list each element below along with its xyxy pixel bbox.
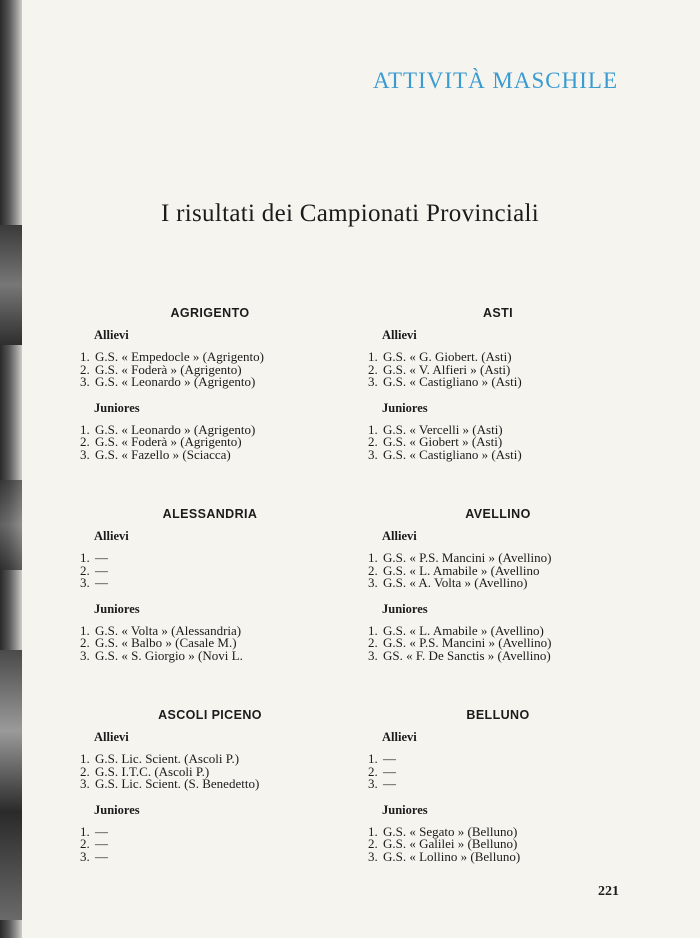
page-number: 221 (598, 884, 619, 899)
province-name: ASCOLI PICENO (158, 708, 262, 722)
province-name: AVELLINO (465, 507, 531, 521)
facing-page-edge (0, 0, 22, 938)
list-item: 2. G.S. « Balbo » (Casale M.) (80, 635, 237, 650)
results-list (80, 622, 340, 663)
list-item: 2. — (368, 763, 396, 779)
list-item: 2. — (80, 562, 108, 578)
category-label: Juniores (94, 601, 140, 616)
results-list (80, 753, 340, 791)
province-block-avellino (368, 507, 628, 662)
list-item: 2. G.S. « Giobert » (Asti) (368, 434, 503, 449)
list-item: 3. — (80, 575, 108, 590)
province-name: ALESSANDRIA (162, 507, 258, 521)
province-block-agrigento (80, 306, 340, 461)
province-block-asti (368, 306, 628, 461)
results-list (368, 753, 628, 791)
list-item: 3. G.S. « Fazello » (Sciacca) (80, 446, 231, 462)
list-item: 3. G.S. « Castigliano » (Asti) (368, 446, 522, 462)
results-list (80, 552, 340, 590)
list-item: 2. — (80, 836, 108, 851)
category-label: Juniores (382, 802, 428, 817)
page-title: I risultati dei Campionati Provinciali (160, 200, 539, 227)
facing-page-photo (0, 225, 22, 345)
list-item: 2. G.S. I.T.C. (Ascoli P.) (80, 763, 210, 779)
category-label: Allievi (94, 328, 129, 342)
list-item: 1. G.S. « Leonardo » (Agrigento) (80, 421, 256, 437)
list-item: 1. G.S. « L. Amabile » (Avellino) (368, 622, 544, 638)
facing-page-photo (0, 480, 22, 570)
province-block-ascoli-piceno (80, 708, 340, 863)
category-label: Juniores (94, 400, 140, 415)
results-list (368, 823, 628, 864)
results-list (80, 823, 340, 864)
list-item: 1. G.S. « Volta » (Alessandria) (80, 622, 242, 638)
list-item: 3. G.S. « Lollino » (Belluno) (368, 848, 521, 864)
list-item: 1. G.S. « Empedocle » (Agrigento) (80, 349, 264, 364)
list-item: 2. G.S. « L. Amabile » (Avellino (368, 562, 540, 578)
facing-page-photo (0, 650, 22, 920)
category-label: Juniores (382, 400, 428, 415)
list-item: 2. G.S. « Foderà » (Agrigento) (80, 361, 242, 377)
list-item: 3. — (80, 848, 108, 864)
category-label: Juniores (382, 601, 428, 616)
list-item: 1. — (80, 823, 108, 839)
province-name: ASTI (482, 306, 514, 320)
list-item: 3. G.S. « Leonardo » (Agrigento) (80, 374, 256, 389)
list-item: 2. G.S. « P.S. Mancini » (Avellino) (368, 635, 552, 650)
category-label: Juniores (94, 802, 140, 817)
list-item: 2. G.S. « Galilei » (Belluno) (368, 836, 518, 851)
results-list (368, 552, 628, 590)
results-list (80, 421, 340, 462)
list-item: 1. G.S. « G. Giobert. (Asti) (368, 349, 512, 364)
list-item: 1. G.S. « Vercelli » (Asti) (368, 421, 503, 437)
list-item: 1. — (368, 751, 396, 766)
list-item: 3. G.S. « S. Giorgio » (Novi L. (80, 647, 243, 663)
list-item: 3. GS. « F. De Sanctis » (Avellino) (368, 647, 551, 663)
category-label: Allievi (94, 529, 129, 543)
province-block-alessandria (80, 507, 340, 662)
province-block-belluno (368, 708, 628, 863)
section-title: ATTIVITÀ MASCHILE (372, 68, 618, 93)
list-item: 3. G.S. « Castigliano » (Asti) (368, 374, 522, 389)
category-label: Allievi (94, 730, 129, 744)
province-name: BELLUNO (466, 708, 530, 722)
category-label: Allievi (382, 529, 417, 543)
list-item: 3. — (368, 776, 396, 791)
list-item: 3. G.S. Lic. Scient. (S. Benedetto) (80, 776, 260, 791)
list-item: 1. G.S. « P.S. Mancini » (Avellino) (368, 550, 552, 565)
results-list (368, 421, 628, 462)
list-item: 2. G.S. « Foderà » (Agrigento) (80, 434, 242, 449)
category-label: Allievi (382, 328, 417, 342)
list-item: 1. G.S. Lic. Scient. (Ascoli P.) (80, 751, 240, 766)
results-list (80, 351, 340, 389)
province-name: AGRIGENTO (170, 306, 250, 320)
results-list (368, 622, 628, 663)
list-item: 2. G.S. « V. Alfieri » (Asti) (368, 361, 511, 377)
list-item: 1. — (80, 550, 108, 565)
list-item: 3. G.S. « A. Volta » (Avellino) (368, 575, 528, 590)
list-item: 1. G.S. « Segato » (Belluno) (368, 823, 518, 839)
category-label: Allievi (382, 730, 417, 744)
results-list (368, 351, 628, 389)
